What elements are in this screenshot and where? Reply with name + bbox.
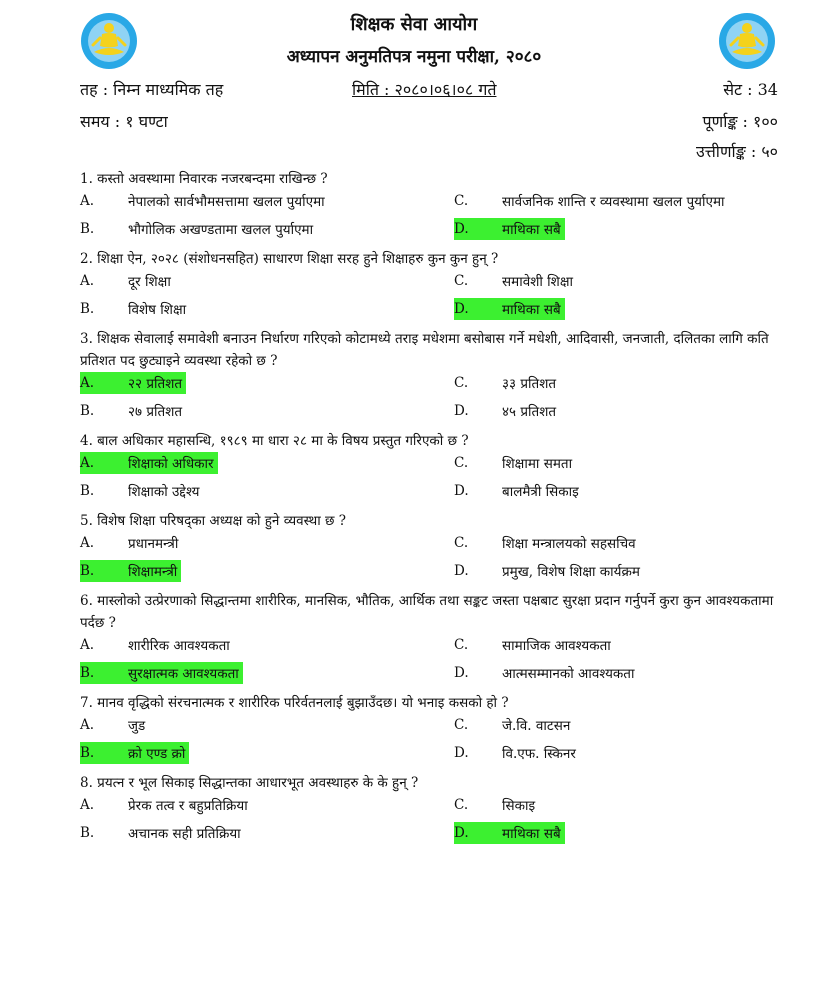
option-grid (80, 372, 780, 422)
option (454, 190, 729, 212)
option-text: आत्मसम्मानको आवश्यकता (502, 666, 635, 682)
option (80, 270, 175, 292)
correct-option (80, 662, 243, 684)
option-text: शारीरिक आवश्यकता (128, 638, 230, 654)
option-letter: C. (454, 455, 469, 471)
option-cell (454, 662, 780, 684)
option-letter: B. (80, 745, 95, 761)
option (80, 480, 204, 502)
option-cell (454, 742, 780, 764)
option-grid (80, 634, 780, 684)
option-text: प्रेरक तत्व र बहुप्रतिक्रिया (128, 798, 248, 814)
question-text: 6. मास्लोको उत्प्रेरणाको सिद्धान्तमा शारीरिक, मानसिक, भौतिक, आर्थिक तथा सङ्कट जस्ता पक्षबाट सुरक्षा प्रदान गर्नुपर्ने कुरा कुन आवश्यकतामा पर्दछ ? (80, 593, 774, 631)
option-text: बालमैत्री सिकाइ (502, 484, 579, 500)
option-cell (80, 662, 454, 684)
option (454, 714, 574, 736)
option (80, 190, 329, 212)
option-cell (454, 218, 780, 240)
pass-marks: उत्तीर्णाङ्क : ५० (695, 142, 778, 161)
page-subtitle: अध्यापन अनुमतिपत्र नमुना परीक्षा, २०८० (286, 47, 542, 67)
question-text: 8. प्रयत्न र भूल सिकाइ सिद्धान्तका आधारभूत अवस्थाहरु के के हुन् ? (80, 775, 419, 791)
option-text: अचानक सही प्रतिक्रिया (128, 826, 241, 842)
option-text: जुड (128, 718, 146, 734)
option (454, 560, 644, 582)
option-letter: A. (80, 193, 95, 209)
option-letter: A. (80, 375, 95, 391)
option-text: सिकाइ (502, 798, 536, 814)
option-letter: B. (80, 221, 95, 237)
option-cell (454, 298, 780, 320)
option-letter: D. (454, 483, 469, 499)
exam-time: समय : १ घण्टा (80, 112, 168, 131)
option-text: २२ प्रतिशत (128, 376, 183, 392)
option-letter: D. (454, 665, 469, 681)
question-text: 5. विशेष शिक्षा परिषद्का अध्यक्ष को हुने व्यवस्था छ ? (80, 513, 347, 529)
option-letter: C. (454, 193, 469, 209)
option-grid (80, 794, 780, 844)
option-text: माथिका सबै (502, 826, 561, 842)
option-cell (80, 400, 454, 422)
option-cell (80, 714, 454, 736)
option-letter: C. (454, 717, 469, 733)
option (80, 794, 252, 816)
question-list (80, 168, 780, 852)
option-text: ४५ प्रतिशत (502, 404, 557, 420)
option-grid (80, 532, 780, 582)
option-cell (454, 452, 780, 474)
option-letter: B. (80, 825, 95, 841)
correct-option (80, 452, 218, 474)
option-grid (80, 714, 780, 764)
option-cell (80, 634, 454, 656)
option-letter: B. (80, 665, 95, 681)
option (454, 794, 539, 816)
option-letter: B. (80, 483, 95, 499)
option-grid (80, 190, 780, 240)
option-cell (80, 480, 454, 502)
option-cell (80, 794, 454, 816)
exam-level: तह : निम्न माध्यमिक तह (80, 80, 224, 99)
option-text: वि.एफ. स्किनर (502, 746, 576, 762)
option-letter: B. (80, 403, 95, 419)
option-cell (454, 794, 780, 816)
option-letter: B. (80, 301, 95, 317)
option-cell (454, 822, 780, 844)
option-cell (80, 218, 454, 240)
option (454, 532, 640, 554)
option-text: शिक्षामन्त्री (128, 564, 178, 580)
option-cell (454, 560, 780, 582)
option-text: प्रमुख, विशेष शिक्षा कार्यक्रम (502, 564, 640, 580)
option-letter: D. (454, 403, 469, 419)
option (80, 218, 317, 240)
option (454, 452, 576, 474)
correct-option (80, 372, 186, 394)
option-text: समावेशी शिक्षा (502, 274, 574, 290)
option-letter: D. (454, 745, 469, 761)
option-cell (454, 480, 780, 502)
option-grid (80, 270, 780, 320)
question-text: 1. कस्तो अवस्थामा निवारक नजरबन्दमा राखिन्छ ? (80, 171, 328, 187)
correct-option (80, 560, 181, 582)
question-block (80, 430, 780, 502)
option (80, 298, 190, 320)
option-cell (454, 270, 780, 292)
option-text: जे.वि. वाटसन (502, 718, 571, 734)
option-letter: B. (80, 563, 95, 579)
question-block (80, 772, 780, 844)
question-text: 7. मानव वृद्धिको संरचनात्मक र शारीरिक परिर्वतनलाई बुझाउँदछ। यो भनाइ कसको हो ? (80, 695, 509, 711)
option-text: २७ प्रतिशत (128, 404, 183, 420)
option-text: ३३ प्रतिशत (502, 376, 557, 392)
option-letter: A. (80, 637, 95, 653)
option-cell (454, 400, 780, 422)
option-text: माथिका सबै (502, 222, 561, 238)
option-text: क्रो एण्ड क्रो (128, 746, 186, 762)
option-cell (454, 634, 780, 656)
option-letter: D. (454, 301, 469, 317)
option-cell (454, 190, 780, 212)
option-letter: A. (80, 273, 95, 289)
correct-option (454, 822, 565, 844)
option-letter: C. (454, 535, 469, 551)
option-cell (454, 714, 780, 736)
option-cell (80, 452, 454, 474)
option-text: शिक्षाको अधिकार (128, 456, 214, 472)
option-grid (80, 452, 780, 502)
page-title: शिक्षक सेवा आयोग (350, 14, 478, 35)
question-block (80, 590, 780, 684)
option-text: नेपालको सार्वभौमसत्तामा खलल पुर्याएमा (128, 194, 325, 210)
question-text: 2. शिक्षा ऐन, २०२८ (संशोधनसहित) साधारण शिक्षा सरह हुने शिक्षाहरु कुन कुन हुन् ? (80, 251, 499, 267)
question-text: 3. शिक्षक सेवालाई समावेशी बनाउन निर्धारण गरिएको कोटामध्ये तराइ मधेशमा बसोबास गर्ने मधेशी, आदिवासी, जनजाती, दलितका लागि कति प्रतिशत पद छुट्याइने व्यवस्था रहेको छ ? (80, 331, 769, 369)
option (80, 822, 245, 844)
question-block (80, 168, 780, 240)
question-block (80, 510, 780, 582)
option-text: विशेष शिक्षा (128, 302, 187, 318)
option-letter: C. (454, 273, 469, 289)
question-block (80, 248, 780, 320)
option-letter: D. (454, 221, 469, 237)
option-cell (80, 190, 454, 212)
option-text: भौगोलिक अखण्डतामा खलल पुर्याएमा (128, 222, 314, 238)
option-cell (80, 270, 454, 292)
correct-option (454, 298, 565, 320)
option-text: सामाजिक आवश्यकता (502, 638, 611, 654)
option-letter: C. (454, 637, 469, 653)
option-text: शिक्षामा समता (502, 456, 573, 472)
option-letter: A. (80, 535, 95, 551)
option-text: शिक्षाको उद्देश्य (128, 484, 200, 500)
option-cell (80, 822, 454, 844)
option (80, 400, 186, 422)
option-letter: C. (454, 797, 469, 813)
option-letter: A. (80, 717, 95, 733)
correct-option (80, 742, 189, 764)
full-marks: पूर्णाङ्क : १०० (702, 112, 778, 131)
option-text: शिक्षा मन्त्रालयको सहसचिव (502, 536, 636, 552)
option (80, 634, 234, 656)
option (454, 480, 583, 502)
option-cell (80, 372, 454, 394)
option-letter: A. (80, 455, 95, 471)
question-block (80, 692, 780, 764)
option (80, 714, 149, 736)
option-letter: D. (454, 825, 469, 841)
option (454, 372, 560, 394)
option-text: प्रधानमन्त्री (128, 536, 179, 552)
option-text: सार्वजनिक शान्ति र व्यवस्थामा खलल पुर्याएमा (502, 194, 725, 210)
option-cell (80, 560, 454, 582)
option-letter: C. (454, 375, 469, 391)
option (454, 634, 615, 656)
option-cell (454, 372, 780, 394)
option-cell (454, 532, 780, 554)
question-block (80, 328, 780, 422)
question-text: 4. बाल अधिकार महासन्धि, १९८९ मा धारा २८ मा के विषय प्रस्तुत गरिएको छ ? (80, 433, 469, 449)
option-letter: A. (80, 797, 95, 813)
exam-set: सेट : 34 (723, 80, 778, 99)
option-cell (80, 298, 454, 320)
option (454, 742, 580, 764)
option (454, 662, 638, 684)
exam-date: मिति : २०८०।०६।०८ गते (352, 80, 497, 99)
option-cell (80, 742, 454, 764)
option-text: सुरक्षात्मक आवश्यकता (128, 666, 239, 682)
correct-option (454, 218, 565, 240)
option-text: दूर शिक्षा (128, 274, 171, 290)
option (454, 400, 560, 422)
option-cell (80, 532, 454, 554)
option (80, 532, 182, 554)
option-letter: D. (454, 563, 469, 579)
option (454, 270, 577, 292)
option-text: माथिका सबै (502, 302, 561, 318)
